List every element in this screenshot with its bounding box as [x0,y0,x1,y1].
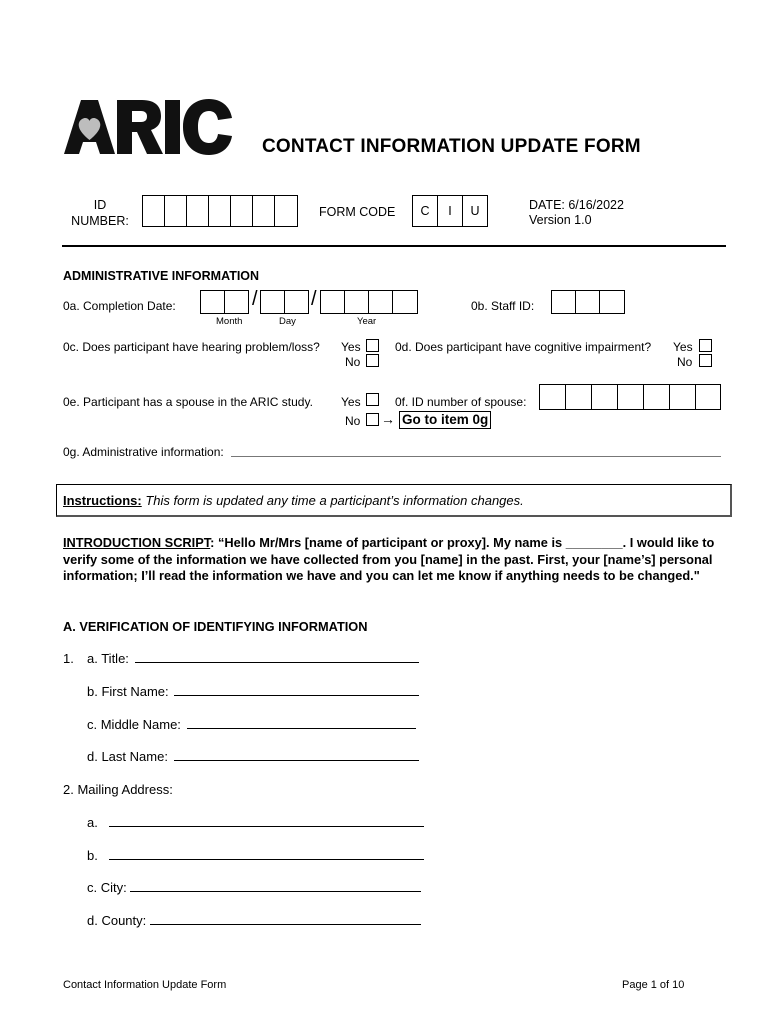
hearing-question: 0c. Does participant have hearing problem/loss? [63,340,320,354]
hearing-no-label: No [345,355,361,369]
address-b-label: b. [87,848,98,863]
id-label-line2: NUMBER: [71,214,129,228]
q1-number: 1. [63,651,74,666]
hearing-no-checkbox[interactable] [366,354,379,367]
id-label-line1: ID [93,198,107,212]
last-name-label: d. Last Name: [87,749,168,764]
title-input-line[interactable] [135,662,419,663]
instructions-label: Instructions: [63,493,142,508]
spouse-id-box[interactable] [591,384,618,410]
spouse-yes-checkbox[interactable] [366,393,379,406]
id-digit-box[interactable] [230,195,253,227]
city-row [87,880,421,895]
admin-heading: ADMINISTRATIVE INFORMATION [63,269,260,283]
form-version: Version 1.0 [529,213,592,227]
id-digit-box[interactable] [252,195,275,227]
skip-arrow-icon: → [381,411,395,427]
form-date-version [529,198,624,228]
footer-page-number: Page 1 of 10 [622,979,685,991]
instructions-body: This form is updated any time a participant’s information changes. [141,493,524,508]
spouse-id-box[interactable] [643,384,670,410]
spouse-id-box[interactable] [539,384,566,410]
staff-id-label: 0b. Staff ID: [471,299,535,313]
last-name-row [87,749,419,764]
middle-name-row [87,717,416,732]
intro-script-label: INTRODUCTION SCRIPT [63,535,211,550]
skip-instruction: Go to item 0g [399,411,491,429]
spouse-question: 0e. Participant has a spouse in the ARIC study. [63,395,313,409]
first-name-label: b. First Name: [87,684,169,699]
intro-script [63,535,715,585]
hearing-yes-checkbox[interactable] [366,339,379,352]
spouse-id-box[interactable] [565,384,592,410]
admin-info-label: 0g. Administrative information: [63,445,224,459]
id-digit-box[interactable] [164,195,187,227]
form-title: CONTACT INFORMATION UPDATE FORM [262,136,641,157]
month-digit-box[interactable] [200,290,225,314]
middle-name-label: c. Middle Name: [87,717,181,732]
id-digit-box[interactable] [274,195,298,227]
first-name-input-line[interactable] [174,695,419,696]
spouse-id-box[interactable] [695,384,721,410]
form-code-box [412,195,438,227]
hearing-yes-label: Yes [341,340,361,354]
footer-form-name: Contact Information Update Form [63,979,227,991]
address-a-row [87,815,424,830]
city-input-line[interactable] [130,891,421,892]
county-label: d. County: [87,913,147,928]
year-digit-box[interactable] [344,290,369,314]
address-a-label: a. [87,815,98,830]
aric-logo [64,98,234,156]
last-name-input-line[interactable] [174,760,419,761]
id-digit-box[interactable] [208,195,231,227]
first-name-row [87,684,419,699]
spouse-id-box[interactable] [669,384,696,410]
month-caption: Month [216,316,243,327]
id-digit-box[interactable] [142,195,165,227]
form-code-box [462,195,488,227]
header-divider [62,245,726,247]
form-code-box [437,195,463,227]
form-date: DATE: 6/16/2022 [529,198,624,212]
intro-script-body: : “Hello Mr/Mrs [name of participant or proxy]. My name is ________. I would like to verify some of the information we have collected from you [name] in the past. First, your [name’s] personal information; I’ll read the information we have and you can let me know if anything needs to be changed." [63,535,715,583]
date-slash: / [252,288,258,310]
spouse-no-checkbox[interactable] [366,413,379,426]
year-digit-box[interactable] [320,290,345,314]
form-code-char: C [420,204,430,218]
address-a-input-line[interactable] [109,826,424,827]
staff-id-box[interactable] [575,290,600,314]
form-code-char: I [448,204,452,218]
date-slash: / [311,288,317,310]
title-row [87,651,419,666]
aric-logo-graphic [64,98,234,156]
section-a-heading: A. VERIFICATION OF IDENTIFYING INFORMATION [63,619,368,634]
staff-id-box[interactable] [599,290,625,314]
instructions-text [63,493,524,508]
form-code-label: FORM CODE [319,205,396,219]
id-digit-box[interactable] [186,195,209,227]
cognitive-no-checkbox[interactable] [699,354,712,367]
cognitive-yes-label: Yes [673,340,693,354]
year-digit-box[interactable] [368,290,393,314]
county-row [87,913,421,928]
id-label [62,197,138,229]
city-label: c. City: [87,880,127,895]
staff-id-box[interactable] [551,290,576,314]
spouse-no-label: No [345,414,361,428]
cognitive-no-label: No [677,355,693,369]
cognitive-yes-checkbox[interactable] [699,339,712,352]
day-digit-box[interactable] [284,290,309,314]
day-digit-box[interactable] [260,290,285,314]
spouse-yes-label: Yes [341,395,361,409]
county-input-line[interactable] [150,924,421,925]
admin-info-field[interactable] [231,456,721,457]
year-digit-box[interactable] [392,290,418,314]
spouse-id-label: 0f. ID number of spouse: [395,395,527,409]
completion-date-label: 0a. Completion Date: [63,299,176,313]
middle-name-input-line[interactable] [187,728,416,729]
form-code-char: U [470,204,480,218]
month-digit-box[interactable] [224,290,249,314]
mailing-address-label: 2. Mailing Address: [63,782,173,797]
day-caption: Day [279,316,296,327]
cognitive-question: 0d. Does participant have cognitive impairment? [395,340,652,354]
year-caption: Year [357,316,377,327]
address-b-row [87,848,424,863]
title-label: a. Title: [87,651,129,666]
spouse-id-box[interactable] [617,384,644,410]
address-b-input-line[interactable] [109,859,424,860]
